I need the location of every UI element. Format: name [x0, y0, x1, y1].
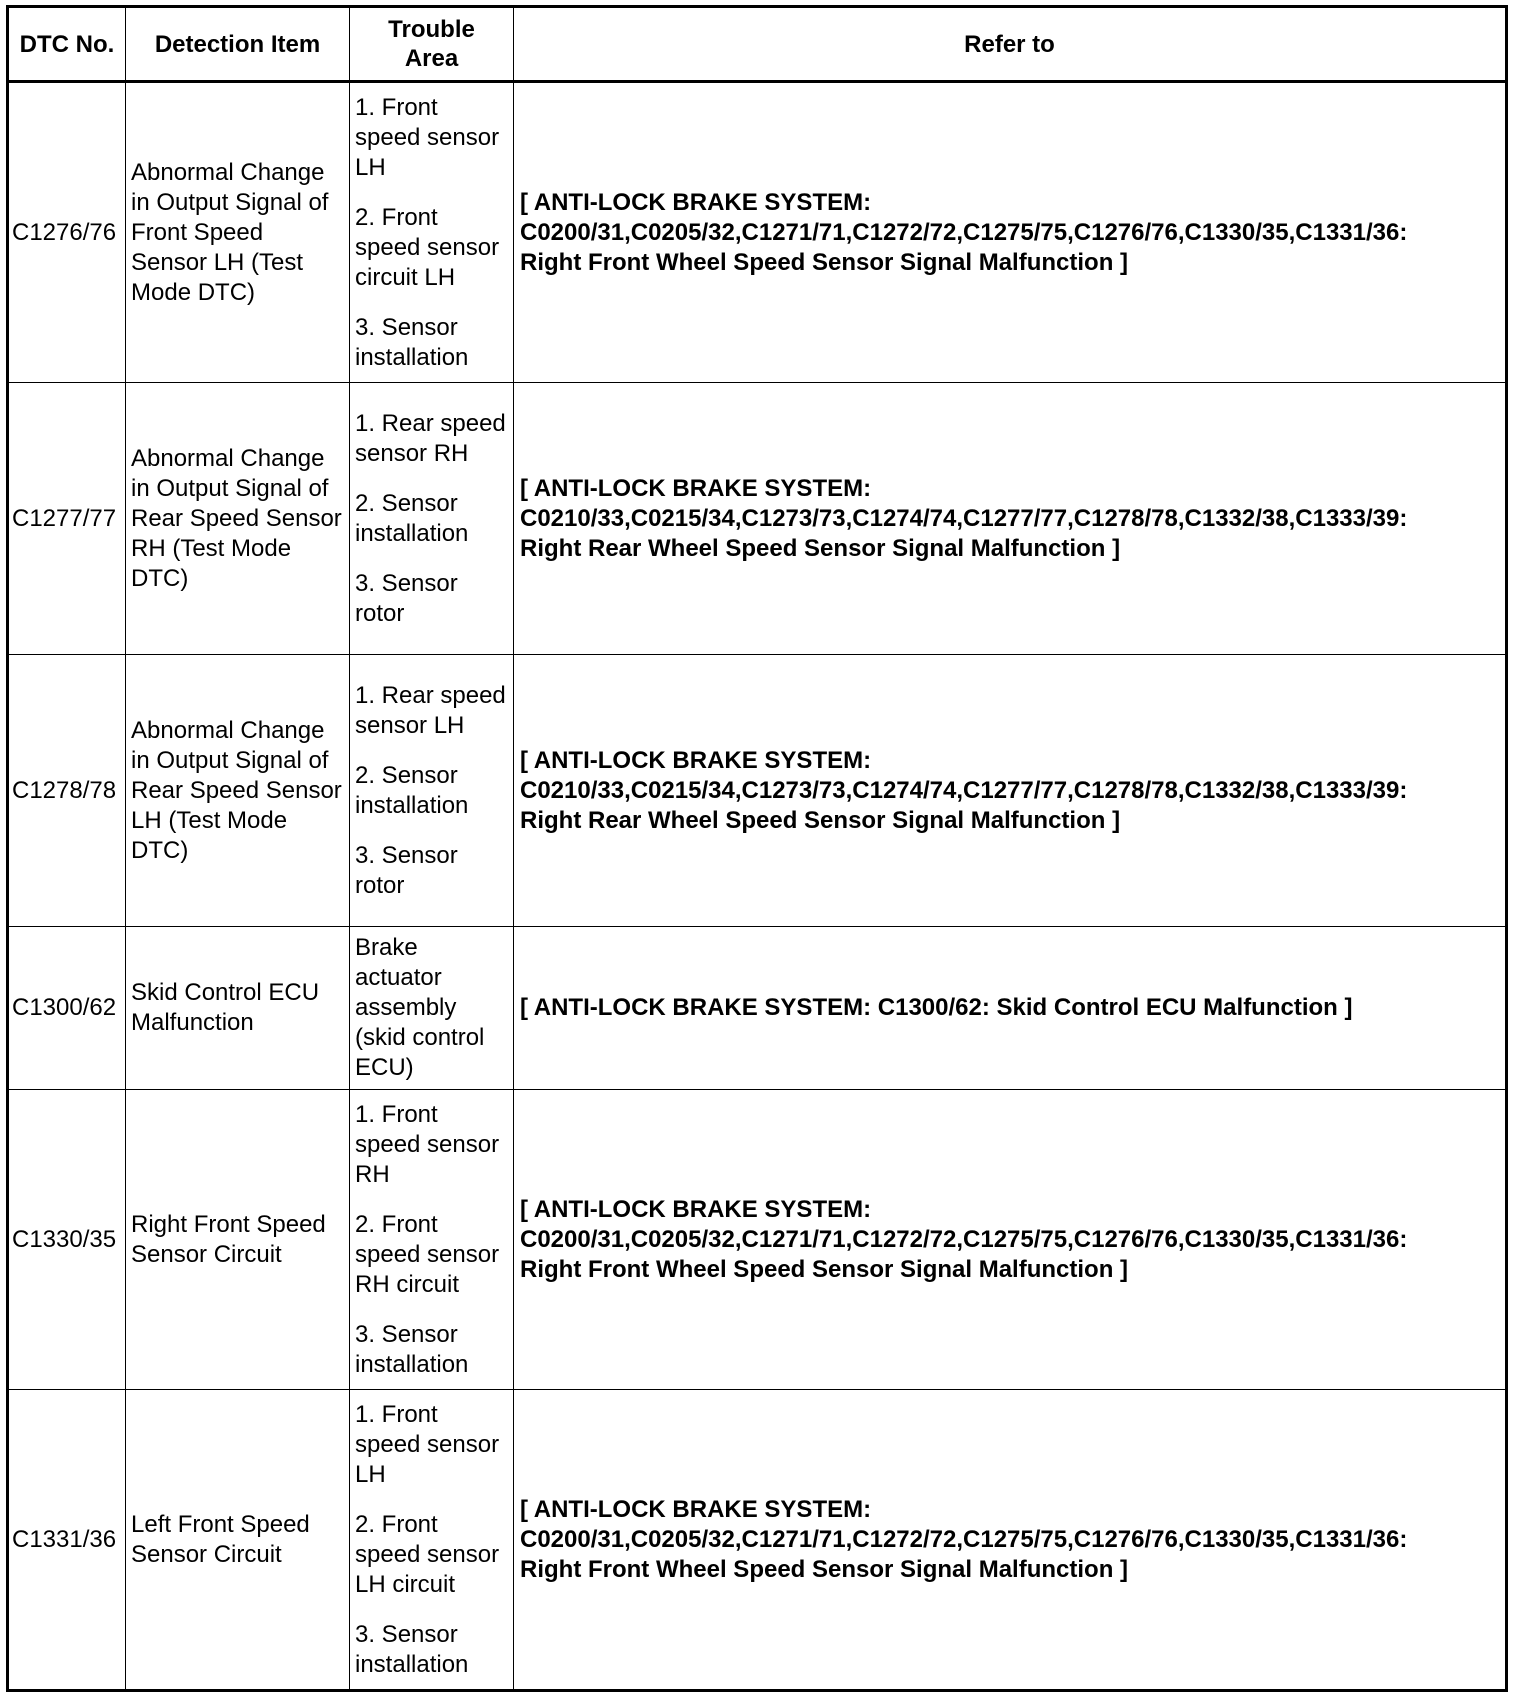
refer-to-line: [ ANTI-LOCK BRAKE SYSTEM: [520, 746, 872, 774]
dtc-number: C1276/76 [8, 82, 126, 383]
trouble-area-item: Brake actuator assembly (skid control ECU) [355, 934, 485, 1081]
trouble-area-item: 2. Front speed sensor RH circuit [355, 1210, 500, 1298]
dtc-table [6, 5, 1508, 1692]
detection-item: Abnormal Change in Output Signal of Front Speed Sensor LH (Test Mode DTC) [126, 82, 350, 383]
refer-to [514, 1390, 1507, 1691]
refer-to [514, 927, 1507, 1090]
refer-to-line: C0210/33,C0215/34,C1273/73,C1274/74,C1277/77,C1278/78,C1332/38,C1333/39: [520, 776, 1408, 804]
dtc-number: C1278/78 [8, 655, 126, 927]
table-row [8, 655, 1507, 927]
refer-to-line: Right Rear Wheel Speed Sensor Signal Malfunction ] [520, 806, 1121, 834]
trouble-area-item: 1. Rear speed sensor RH [355, 409, 506, 467]
trouble-area [350, 82, 514, 383]
trouble-area [350, 1390, 514, 1691]
trouble-area-item: 3. Sensor installation [355, 1620, 469, 1678]
trouble-area-item: 2. Front speed sensor circuit LH [355, 203, 500, 291]
trouble-area-item: 3. Sensor installation [355, 1320, 469, 1378]
dtc-number: C1331/36 [8, 1390, 126, 1691]
header-dtc-no: DTC No. [8, 7, 126, 82]
refer-to-line: C0210/33,C0215/34,C1273/73,C1274/74,C1277/77,C1278/78,C1332/38,C1333/39: [520, 504, 1408, 532]
detection-item: Right Front Speed Sensor Circuit [126, 1090, 350, 1390]
refer-to [514, 82, 1507, 383]
trouble-area-item: 2. Sensor installation [355, 489, 469, 547]
header-refer-to: Refer to [514, 7, 1507, 82]
trouble-area [350, 383, 514, 655]
trouble-area-item: 2. Sensor installation [355, 761, 469, 819]
dtc-number: C1277/77 [8, 383, 126, 655]
trouble-area-item: 1. Front speed sensor RH [355, 1100, 500, 1188]
refer-to [514, 1090, 1507, 1390]
refer-to-line: [ ANTI-LOCK BRAKE SYSTEM: [520, 1195, 872, 1223]
table-row [8, 383, 1507, 655]
trouble-area-item: 1. Front speed sensor LH [355, 1400, 500, 1488]
trouble-area [350, 1090, 514, 1390]
table-row [8, 82, 1507, 383]
trouble-area-item: 3. Sensor rotor [355, 841, 458, 899]
detection-item: Skid Control ECU Malfunction [126, 927, 350, 1090]
refer-to [514, 383, 1507, 655]
table-row [8, 927, 1507, 1090]
refer-to-line: C0200/31,C0205/32,C1271/71,C1272/72,C1275/75,C1276/76,C1330/35,C1331/36: [520, 1525, 1408, 1553]
refer-to-line: Right Rear Wheel Speed Sensor Signal Malfunction ] [520, 534, 1121, 562]
header-trouble-area: Trouble Area [350, 7, 514, 82]
table-row [8, 1090, 1507, 1390]
refer-to-line: Right Front Wheel Speed Sensor Signal Malfunction ] [520, 1555, 1129, 1583]
detection-item: Left Front Speed Sensor Circuit [126, 1390, 350, 1691]
refer-to-line: C0200/31,C0205/32,C1271/71,C1272/72,C1275/75,C1276/76,C1330/35,C1331/36: [520, 1225, 1408, 1253]
refer-to-line: Right Front Wheel Speed Sensor Signal Malfunction ] [520, 248, 1129, 276]
trouble-area-item: 1. Rear speed sensor LH [355, 681, 506, 739]
table-row [8, 1390, 1507, 1691]
detection-item: Abnormal Change in Output Signal of Rear Speed Sensor LH (Test Mode DTC) [126, 655, 350, 927]
trouble-area [350, 927, 514, 1090]
refer-to-line: [ ANTI-LOCK BRAKE SYSTEM: C1300/62: Skid Control ECU Malfunction ] [520, 994, 1353, 1021]
header-detection-item: Detection Item [126, 7, 350, 82]
header-row [8, 7, 1507, 82]
refer-to-line: Right Front Wheel Speed Sensor Signal Malfunction ] [520, 1255, 1129, 1283]
dtc-number: C1300/62 [8, 927, 126, 1090]
trouble-area-item: 3. Sensor rotor [355, 569, 458, 627]
trouble-area [350, 655, 514, 927]
detection-item: Abnormal Change in Output Signal of Rear Speed Sensor RH (Test Mode DTC) [126, 383, 350, 655]
dtc-number: C1330/35 [8, 1090, 126, 1390]
refer-to-line: [ ANTI-LOCK BRAKE SYSTEM: [520, 1495, 872, 1523]
refer-to-line: [ ANTI-LOCK BRAKE SYSTEM: [520, 188, 872, 216]
trouble-area-item: 3. Sensor installation [355, 313, 469, 371]
trouble-area-item: 2. Front speed sensor LH circuit [355, 1510, 500, 1598]
trouble-area-item: 1. Front speed sensor LH [355, 93, 500, 181]
refer-to-line: C0200/31,C0205/32,C1271/71,C1272/72,C1275/75,C1276/76,C1330/35,C1331/36: [520, 218, 1408, 246]
refer-to-line: [ ANTI-LOCK BRAKE SYSTEM: [520, 474, 872, 502]
refer-to [514, 655, 1507, 927]
